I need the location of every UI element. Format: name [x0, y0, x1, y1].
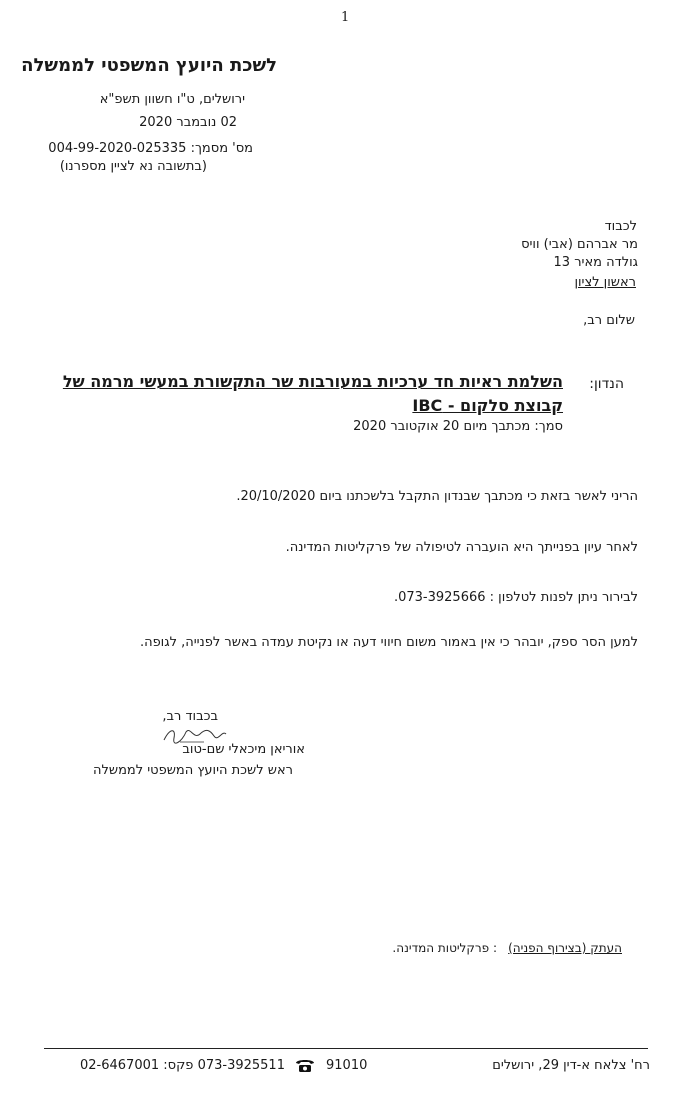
closing: בכבוד רב,: [162, 709, 218, 724]
body-paragraph-3: לבירור ניתן לפנות לטלפון : 073-3925666.: [393, 590, 638, 605]
body-paragraph-1: הריני לאשר בזאת כי מכתבך שבנדון התקבל בלשכתנו ביום 20/10/2020.: [236, 489, 638, 504]
recipient-city: ראשון לציון: [574, 275, 636, 290]
reference-note: (בתשובה נא לציין מספרנו): [59, 159, 207, 174]
subject-line-2: קבוצת סלקום - IBC: [412, 396, 563, 415]
subject-label: הנדון:: [589, 376, 624, 392]
document-reference: מס' מסמך: 004-99-2020-025335: [48, 141, 253, 156]
footer-postal-code: 91010: [326, 1058, 368, 1073]
subject-line-1: השלמת ראיות חד ערכיות במעורבות שר התקשורת במעשי מרמה של: [62, 372, 563, 391]
body-paragraph-4: למען הסר ספק, יובהר כי אין באמור משום חיווי דעה או נקיטת עמדה באשר לפנייה, לגופה.: [139, 635, 638, 650]
footer: [80, 1058, 650, 1078]
cc-label: העתק (בצירוף הפניה): [508, 941, 622, 955]
signatory-title: ראש לשכת היועץ המשפטי לממשלה: [92, 763, 293, 778]
page-number: 1: [341, 10, 350, 25]
recipient-street: גולדה מאיר 13: [553, 255, 638, 270]
greeting: שלום רב,: [583, 313, 635, 328]
office-title: לשכת היועץ המשפטי לממשלה: [21, 55, 277, 76]
recipient-salutation: לכבוד: [604, 219, 637, 234]
gregorian-date: 02 נובמבר 2020: [139, 115, 237, 130]
footer-divider: [44, 1048, 648, 1049]
recipient-name: מר אברהם (אבי) וויס: [521, 237, 638, 252]
telephone-icon: [294, 1057, 316, 1073]
cc-recipient: : פרקליטות המדינה.: [392, 941, 497, 955]
hebrew-date: ירושלים, ט"ו חשוון תשפ"א: [99, 92, 245, 107]
body-paragraph-2: לאחר עיון בפנייתך היא הועברה לטיפולה של פרקליטות המדינה.: [285, 540, 638, 555]
footer-address: רח' צלאח א-דין 29, ירושלים: [492, 1058, 650, 1073]
subject-reference: סמך: מכתבך מיום 20 אוקטובר 2020: [353, 419, 563, 434]
footer-phone-fax: 073-3925511 פקס: 02-6467001: [80, 1058, 285, 1073]
signatory-name: אוריאן מיכאלי שם-טוב: [182, 742, 305, 757]
